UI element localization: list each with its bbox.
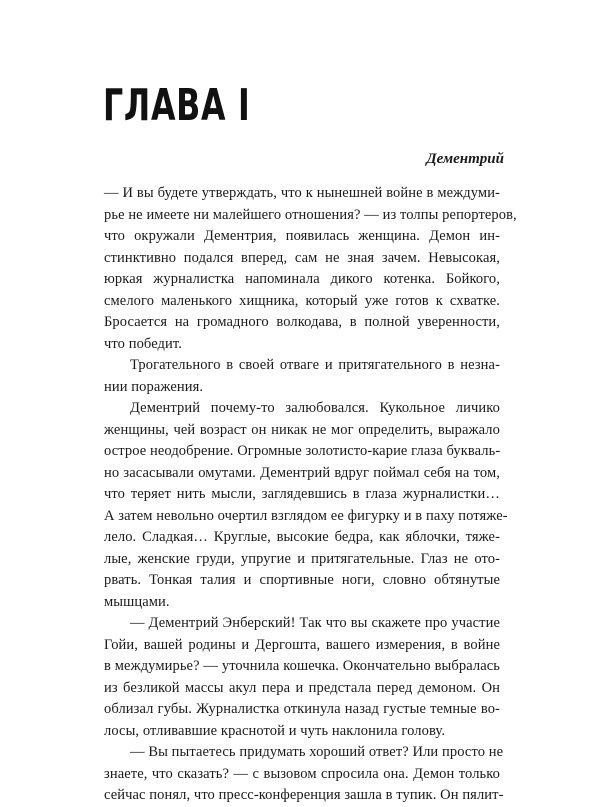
paragraph (104, 355, 500, 398)
text-line: рье не имеете ни малейшего отношения? — из толпы репортеров, (104, 206, 517, 223)
text-line: Бросается на громадного волкодава, в полной уверенности, (104, 314, 500, 330)
text-line: в междумирье? — уточнила кошечка. Окончательно выбралась (104, 658, 500, 674)
text-line: знаете, что сказать? — с вызовом спросила она. Демон только (104, 765, 500, 782)
text-line: мышцами. (104, 593, 170, 610)
text-line: но засасывали омутами. Дементрий вдруг поймал себя на том, (104, 464, 500, 481)
text-line: что окружали Дементрия, появилась женщина. Демон ин- (104, 228, 500, 244)
text-line: что победит. (104, 335, 182, 352)
text-line: — Вы пытаетесь придумать хороший ответ? Или просто не (130, 744, 504, 760)
paragraph (104, 613, 500, 742)
paragraph (104, 398, 508, 613)
text-line: Дементрий почему-то залюбовался. Кукольное личико (130, 400, 500, 416)
text-line: смелого маленького хищника, который уже готов к схватке. (104, 292, 500, 309)
text-line: Трогательного в своей отваге и притягательного в незна- (130, 357, 500, 373)
text-line: сейчас понял, что пресс-конференция зашла в тупик. Он пялит- (104, 787, 504, 803)
text-line: нии поражения. (104, 378, 204, 395)
chapter-body-text (104, 183, 517, 807)
chapter-heading: ГЛАВА I (103, 80, 251, 131)
text-line: лосы, отливавшие краснотой и чуть наклонила голову. (104, 722, 446, 739)
text-line: — Дементрий Энберский! Так что вы скажете про участие (130, 615, 500, 631)
text-line: женщины, чей возраст он никак не мог определить, выражало (104, 421, 500, 438)
text-line: юркая журналистка напоминала дикого котенка. Бойкого, (104, 271, 500, 287)
text-line: что теряет нить мысли, заглядевшись в глаза журналистки… (104, 486, 500, 502)
text-line: острое неодобрение. Огромные золотисто-карие глаза букваль- (104, 443, 501, 459)
paragraph (104, 742, 504, 807)
text-line: А затем невольно очертил взглядом ее фигурку и в паху потяже- (104, 507, 508, 524)
text-line: — И вы будете утверждать, что к нынешней войне в междуми- (104, 185, 500, 201)
text-line: лые, женские груди, упругие и притягательные. Глаз не ото- (104, 550, 500, 567)
text-line: Гойи, вашей родины и Дергошта, вашего измерения, в войне (104, 636, 500, 653)
text-line: из безликой массы акул пера и предстала перед демоном. Он (104, 679, 500, 696)
paragraph (104, 183, 517, 355)
pov-character-name: Дементрий (426, 151, 504, 167)
text-line: рвать. Тонкая талия и спортивные ноги, словно обтянутые (104, 572, 500, 588)
text-line: стинктивно подался вперед, сам не зная зачем. Невысокая, (104, 249, 500, 266)
text-line: облизал губы. Журналистка откинула назад густые темные во- (104, 701, 500, 717)
text-line: лело. Сладкая… Круглые, высокие бедра, как яблочки, тяже- (104, 529, 500, 545)
